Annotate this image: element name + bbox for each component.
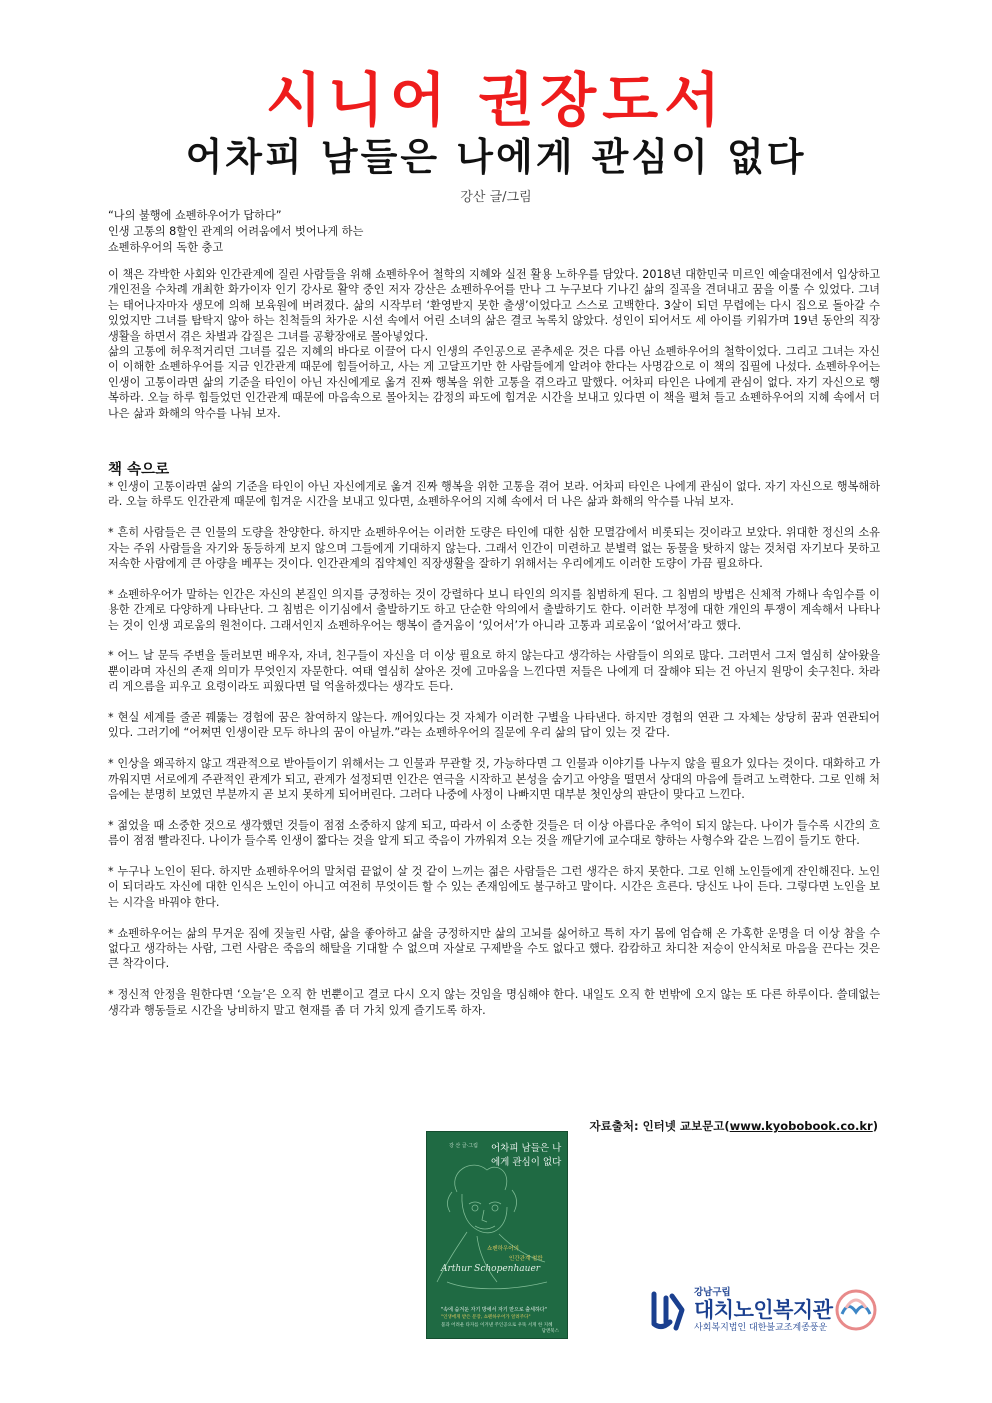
- book-cover-image: [427, 1132, 567, 1338]
- excerpt-item: * 누구나 노인이 된다. 하지만 쇼펜하우어의 말처럼 끝없이 살 것 같이 느끼는 젊은 사람들은 그런 생각은 하지 못한다. 그로 인해 노인들에게 잔인해진다. 노인이 되더라도 자신에 대한 인식은 노인이 아니고 여전히 무엇이든 할 수 있는 존재임에도 불구하고 말이다. 시간은 흐른다. 당신도 나이 든다. 그렇다면 노인을 보는 시각을 바꿔야 한다.: [108, 865, 880, 909]
- excerpt-item: * 흔히 사람들은 큰 인물의 도량을 찬양한다. 하지만 쇼펜하우어는 이러한 도량은 타인에 대한 심한 모멸감에서 비롯되는 것이라고 보았다. 위대한 정신의 소유자는 주위 사람들을 자기와 동등하게 보지 않으며 그들에게 기대하지 않는다. 그래서 인간이 미련하고 분별력 없는 동물을 탓하지 않는 것처럼 자기보다 못하고 저속한 사람에게 큰 아량을 베푸는 것이다. 인간관계의 집약체인 직장생활을 잘하기 위해서는 우리에게도 이러한 도량이 가끔 필요하다.: [108, 526, 880, 571]
- excerpt-item: * 인생이 고통이라면 삶의 기준을 타인이 아닌 자신에게로 옮겨 진짜 행복을 위한 고통을 겪어 보라. 어차피 타인은 나에게 관심이 없다. 자기 자신으로 행복해하라. 오늘 하루도 인간관계 때문에 힘겨운 시간을 보내고 있다면, 쇼펜하우어의 지혜 속에서 더 나은 삶과 화해의 악수를 나눠 보자.: [108, 480, 880, 509]
- excerpt-list: [108, 479, 880, 1033]
- intro-tagline: [108, 208, 868, 256]
- book-summary: [108, 267, 880, 421]
- section-heading: 책 속으로: [108, 462, 170, 478]
- book-cover-subtitle: 인간관계 철학: [509, 1256, 543, 1262]
- excerpt-item: * 인상을 왜곡하지 않고 객관적으로 받아들이기 위해서는 그 인물과 무관할 것, 가능하다면 그 인물과 이야기를 나누지 않을 필요가 있다는 것이다. 대화하고 가까워지면 서로에게 주관적인 관계가 되고, 관계가 설정되면 인간은 연극을 시작하고 본성을 숨기고 아양을 떨면서 상대의 마음에 들려고 노력한다. 그로 인해 처음에는 분명히 보였던 부분까지 곧 보지 못하게 되어버린다. 그러다 나중에 사정이 나빠지면 대부분 첫인상의 판단이 맞다고 느낀다.: [108, 757, 880, 802]
- source-suffix: ): [872, 1119, 878, 1133]
- book-title: 어차피 남들은 나에게 관심이 없다: [185, 135, 807, 179]
- book-cover-publisher: 담앤북스: [541, 1329, 559, 1334]
- book-cover-author: 강 산 글·그림: [449, 1143, 478, 1149]
- book-cover-blurb: 불과 어려운 타자를 이겨낸 주인공으로 우뚝 서게 한 지혜: [441, 1323, 553, 1328]
- page-title: 시니어 권장도서: [265, 66, 727, 134]
- excerpt-item: * 젊었을 때 소중한 것으로 생각했던 것들이 점점 소중하지 않게 되고, 따라서 이 소중한 것들은 더 이상 아름다운 추억이 되지 않는다. 나이가 들수록 시간의 흐름이 점점 빨라진다. 나이가 들수록 인생이 짧다는 것을 알게 되고 죽음이 가까워져 오는 것을 깨닫기에 교수대로 향하는 사형수와 같은 느낌이 들기도 한다.: [108, 818, 880, 848]
- book-author: 강산 글/그림: [460, 190, 532, 205]
- intro-line: 쇼펜하우어의 독한 충고: [108, 241, 224, 254]
- intro-line: “나의 불행에 쇼펜하우어가 답하다”: [108, 209, 282, 222]
- excerpt-item: * 쇼펜하우어가 말하는 인간은 자신의 본질인 의지를 긍정하는 것이 강렬하다 보니 타인의 의지를 침범하게 된다. 그 침범의 방법은 신체적 가해나 속임수를 이용한 간계로 다양하게 나타난다. 그 침범은 이기심에서 출발하기도 하고 단순한 악의에서 출발하기도 한다. 이러한 부정에 대한 개인의 투쟁이 계속해서 나타나는 것이 인생 괴로움의 원천이다. 그래서인지 쇼펜하우어는 행복이 즐거움이 ‘있어서’가 아니라 고통과 괴로움이 ‘없어서’라고 했다.: [108, 587, 880, 632]
- book-cover-blurb: "인생에게 받은 문장, 쇼펜하우어가 알려주다": [441, 1315, 531, 1320]
- lotus-icon: [834, 1288, 878, 1332]
- intro-line: 인생 고통의 8할인 관계의 어려움에서 벗어나게 하는: [108, 225, 364, 238]
- summary-paragraph: 이 책은 각박한 사회와 인간관계에 질린 사람들을 위해 쇼펜하우어 철학의 지혜와 실전 활용 노하우를 담았다. 2018년 대한민국 미르인 예술대전에서 입상하고 개인전을 수차례 개최한 화가이자 인기 강사로 활약 중인 저자 강산은 쇼펜하우어를 만나 그 누구보다 기나긴 삶의 질곡을 견뎌내고 꿈을 이룰 수 있었다. 그녀는 태어나자마자 생모에 의해 보육원에 버려졌다. 삶의 시작부터 ‘환영받지 못한 출생’이었다고 스스로 고백한다. 3살이 되던 무렵에는 다시 집으로 돌아갈 수 있었지만 그녀를 탐탁지 않아 하는 친척들의 차가운 시선 속에서 어린 소녀의 삶은 결코 녹록치 않았다. 성인이 되어서도 세 아이를 키워가며 19년 동안의 직장생활을 하면서 겪은 차별과 갑질은 그녀를 공황장애로 몰아넣었다.: [108, 268, 880, 343]
- excerpt-item: * 정신적 안정을 원한다면 ‘오늘’은 오직 한 번뿐이고 결코 다시 오지 않는 것임을 명심해야 한다. 내일도 오직 한 번밖에 오지 않는 또 다른 하루이다. 쓸데없는 생각과 행동들로 시간을 낭비하지 말고 현재를 좀 더 가치 있게 즐기도록 하자.: [108, 988, 880, 1017]
- book-cover-signature: Arthur Schopenhauer: [441, 1264, 541, 1274]
- center-emblem-icon: [648, 1290, 692, 1334]
- source-label: 자료출처: 인터넷 교보문고(: [589, 1119, 730, 1133]
- center-organization: 사회복지법인 대한불교조계종풍운: [694, 1323, 828, 1333]
- excerpt-item: * 쇼펜하우어는 삶의 무거운 짐에 짓눌린 사람, 삶을 좋아하고 삶을 긍정하지만 삶의 고뇌를 싫어하고 특히 자기 몸에 엄습해 온 가혹한 운명을 더 이상 참을 수 없다고 생각하는 사람, 그런 사람은 죽음의 해탈을 기대할 수 없으며 자살로 구제받을 수도 없다고 했다. 캄캄하고 차디찬 저승이 안식처로 마음을 끈다는 것은 큰 착각이다.: [108, 926, 880, 971]
- book-cover-subtitle: 쇼펜하우어의: [487, 1246, 519, 1252]
- excerpt-item: * 현실 세계를 줄곧 꿰뚫는 경험에 꿈은 참여하지 않는다. 깨어있다는 것 자체가 이러한 구별을 나타낸다. 하지만 경험의 연관 그 자체는 상당히 꿈과 연관되어 있다. 그러기에 “어쩌면 인생이란 모두 하나의 꿈이 아닐까.”라는 쇼펜하우어의 질문에 우리 삶의 답이 있는 것 같다.: [108, 711, 880, 740]
- source-credit: [590, 1118, 878, 1134]
- book-cover-title: 어차피 남들은 나에게 관심이 없다: [491, 1143, 562, 1168]
- center-district: 강남구립: [694, 1287, 731, 1298]
- source-link[interactable]: www.kyobobook.co.kr: [729, 1119, 873, 1133]
- excerpt-item: * 어느 날 문득 주변을 둘러보면 배우자, 자녀, 친구들이 자신을 더 이상 필요로 하지 않는다고 생각하는 사람들이 의외로 많다. 그러면서 그저 열심히 살아왔을 뿐이라며 자신의 존재 의미가 무엇인지 자문한다. 여태 열심히 살아온 것에 고마움을 느낀다면 저들은 나에게 더 잘해야 되는 건 아닌지 원망이 솟구친다. 차라리 게으름을 피우고 요령이라도 피웠다면 덜 억울하겠다는 생각도 든다.: [108, 649, 880, 694]
- summary-paragraph: 삶의 고통에 허우적거리던 그녀를 깊은 지혜의 바다로 이끌어 다시 인생의 주인공으로 곧추세운 것은 다름 아닌 쇼펜하우어의 철학이었다. 그리고 그녀는 자신이 이해한 쇼펜하우어를 지금 인간관계 때문에 힘들어하고, 사는 게 고달프기만 한 사람들에게 알려야 한다는 사명감으로 이 책의 집필에 나섰다. 쇼펜하우어는 인생이 고통이라면 삶의 기준을 타인이 아닌 자신에게로 옮겨 진짜 행복을 위한 고통을 겪으라고 말했다. 어차피 타인은 나에게 관심이 없다. 자기 자신으로 행복하라. 오늘 하루 힘들었던 인간관계 때문에 마음속으로 몰아치는 감정의 파도에 힘겨운 시간을 보내고 있다면 이 책을 펼쳐 들고 쇼펜하우어의 지혜 속에서 더 나은 삶과 화해의 악수를 나눠 보자.: [108, 345, 880, 420]
- center-name: 대치노인복지관: [694, 1298, 833, 1322]
- book-cover-blurb: "속에 숨겨둔 자기 방에서 자기 만으로 출세하다": [441, 1307, 547, 1313]
- welfare-center-logo: [648, 1282, 880, 1338]
